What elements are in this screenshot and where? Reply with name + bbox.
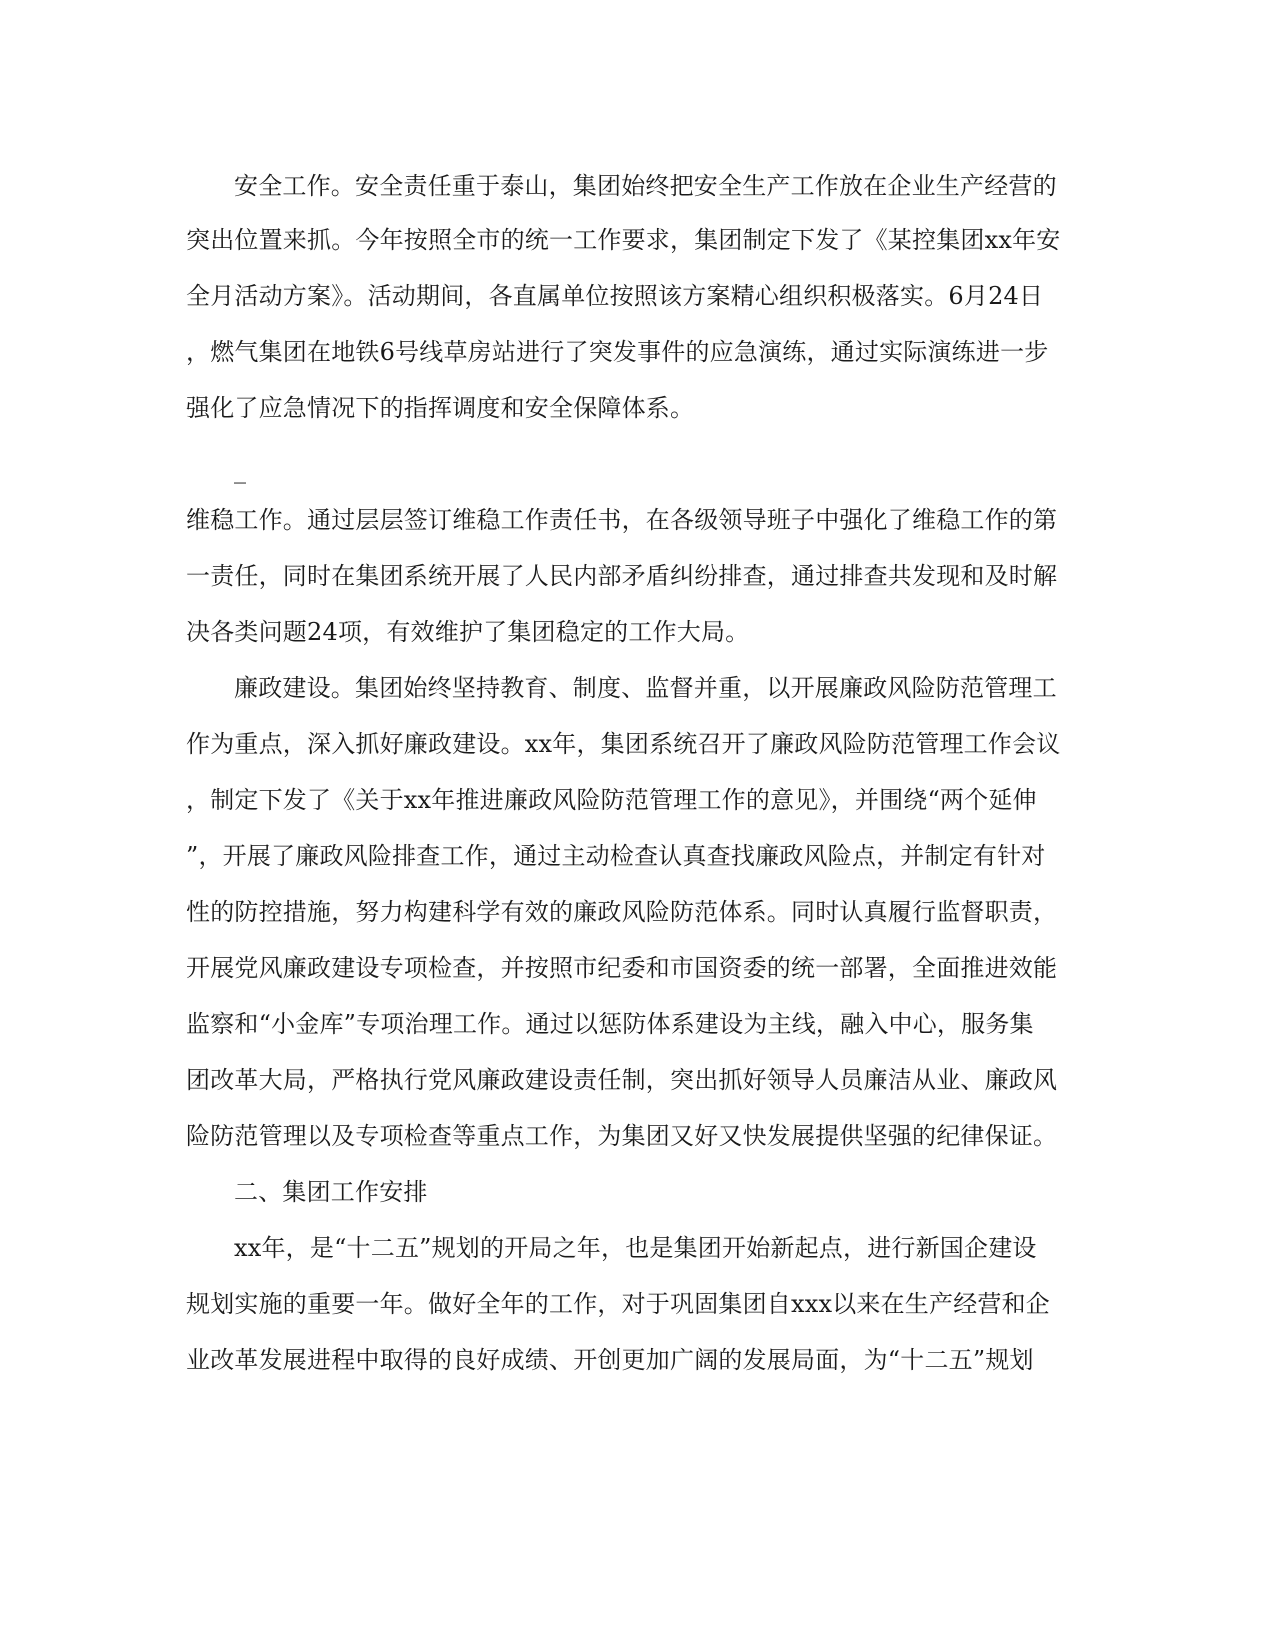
paragraph-stability-line-2: 一责任，同时在集团系统开展了人民内部矛盾纠纷排查，通过排查共发现和及时解 <box>186 562 1058 590</box>
paragraph-safety-line-5: 强化了应急情况下的指挥调度和安全保障体系。 <box>186 394 695 422</box>
paragraph-integrity-line-8: 团改革大局，严格执行党风廉政建设责任制，突出抓好领导人员廉洁从业、廉政风 <box>186 1066 1058 1094</box>
paragraph-integrity-line-4: ”，开展了廉政风险排查工作，通过主动检查认真查找廉政风险点，并制定有针对 <box>186 842 1046 870</box>
paragraph-integrity-line-6: 开展党风廉政建设专项检查，并按照市纪委和市国资委的统一部署，全面推进效能 <box>186 954 1058 982</box>
paragraph-integrity-line-5: 性的防控措施，努力构建科学有效的廉政风险防范体系。同时认真履行监督职责， <box>186 898 1058 926</box>
paragraph-integrity-line-2: 作为重点，深入抓好廉政建设。xx年，集团系统召开了廉政风险防范管理工作会议 <box>186 730 1061 758</box>
paragraph-integrity-line-7: 监察和“小金库”专项治理工作。通过以惩防体系建设为主线，融入中心，服务集 <box>186 1010 1034 1038</box>
paragraph-safety-line-3: 全月活动方案》。活动期间，各直属单位按照该方案精心组织积极落实。6月24日 <box>186 282 1044 310</box>
paragraph-safety-line-1: 安全工作。安全责任重于泰山，集团始终把安全生产工作放在企业生产经营的 <box>234 172 1057 200</box>
paragraph-integrity-line-3: ，制定下发了《关于xx年推进廉政风险防范管理工作的意见》，并围绕“两个延伸 <box>186 786 1037 814</box>
paragraph-integrity-line-9: 险防范管理以及专项检查等重点工作，为集团又好又快发展提供坚强的纪律保证。 <box>186 1122 1058 1150</box>
paragraph-arrangement-line-3: 业改革发展进程中取得的良好成绩、开创更加广阔的发展局面，为“十二五”规划 <box>186 1346 1034 1374</box>
paragraph-safety-line-4: ，燃气集团在地铁6号线草房站进行了突发事件的应急演练，通过实际演练进一步 <box>186 338 1049 366</box>
paragraph-stability-line-1: 维稳工作。通过层层签订维稳工作责任书，在各级领导班子中强化了维稳工作的第 <box>186 506 1058 534</box>
paragraph-arrangement-line-2: 规划实施的重要一年。做好全年的工作，对于巩固集团自xxx以来在生产经营和企 <box>186 1290 1051 1318</box>
paragraph-safety-line-2: 突出位置来抓。今年按照全市的统一工作要求，集团制定下发了《某控集团xx年安 <box>186 226 1061 254</box>
paragraph-stability-line-3: 决各类问题24项，有效维护了集团稳定的工作大局。 <box>186 618 750 646</box>
paragraph-arrangement-line-1: xx年，是“十二五”规划的开局之年，也是集团开始新起点，进行新国企建设 <box>234 1234 1037 1262</box>
paragraph-integrity-line-1: 廉政建设。集团始终坚持教育、制度、监督并重，以开展廉政风险防范管理工 <box>234 674 1057 702</box>
underscore-mark: _ <box>234 456 247 484</box>
section-heading: 二、集团工作安排 <box>234 1178 428 1206</box>
